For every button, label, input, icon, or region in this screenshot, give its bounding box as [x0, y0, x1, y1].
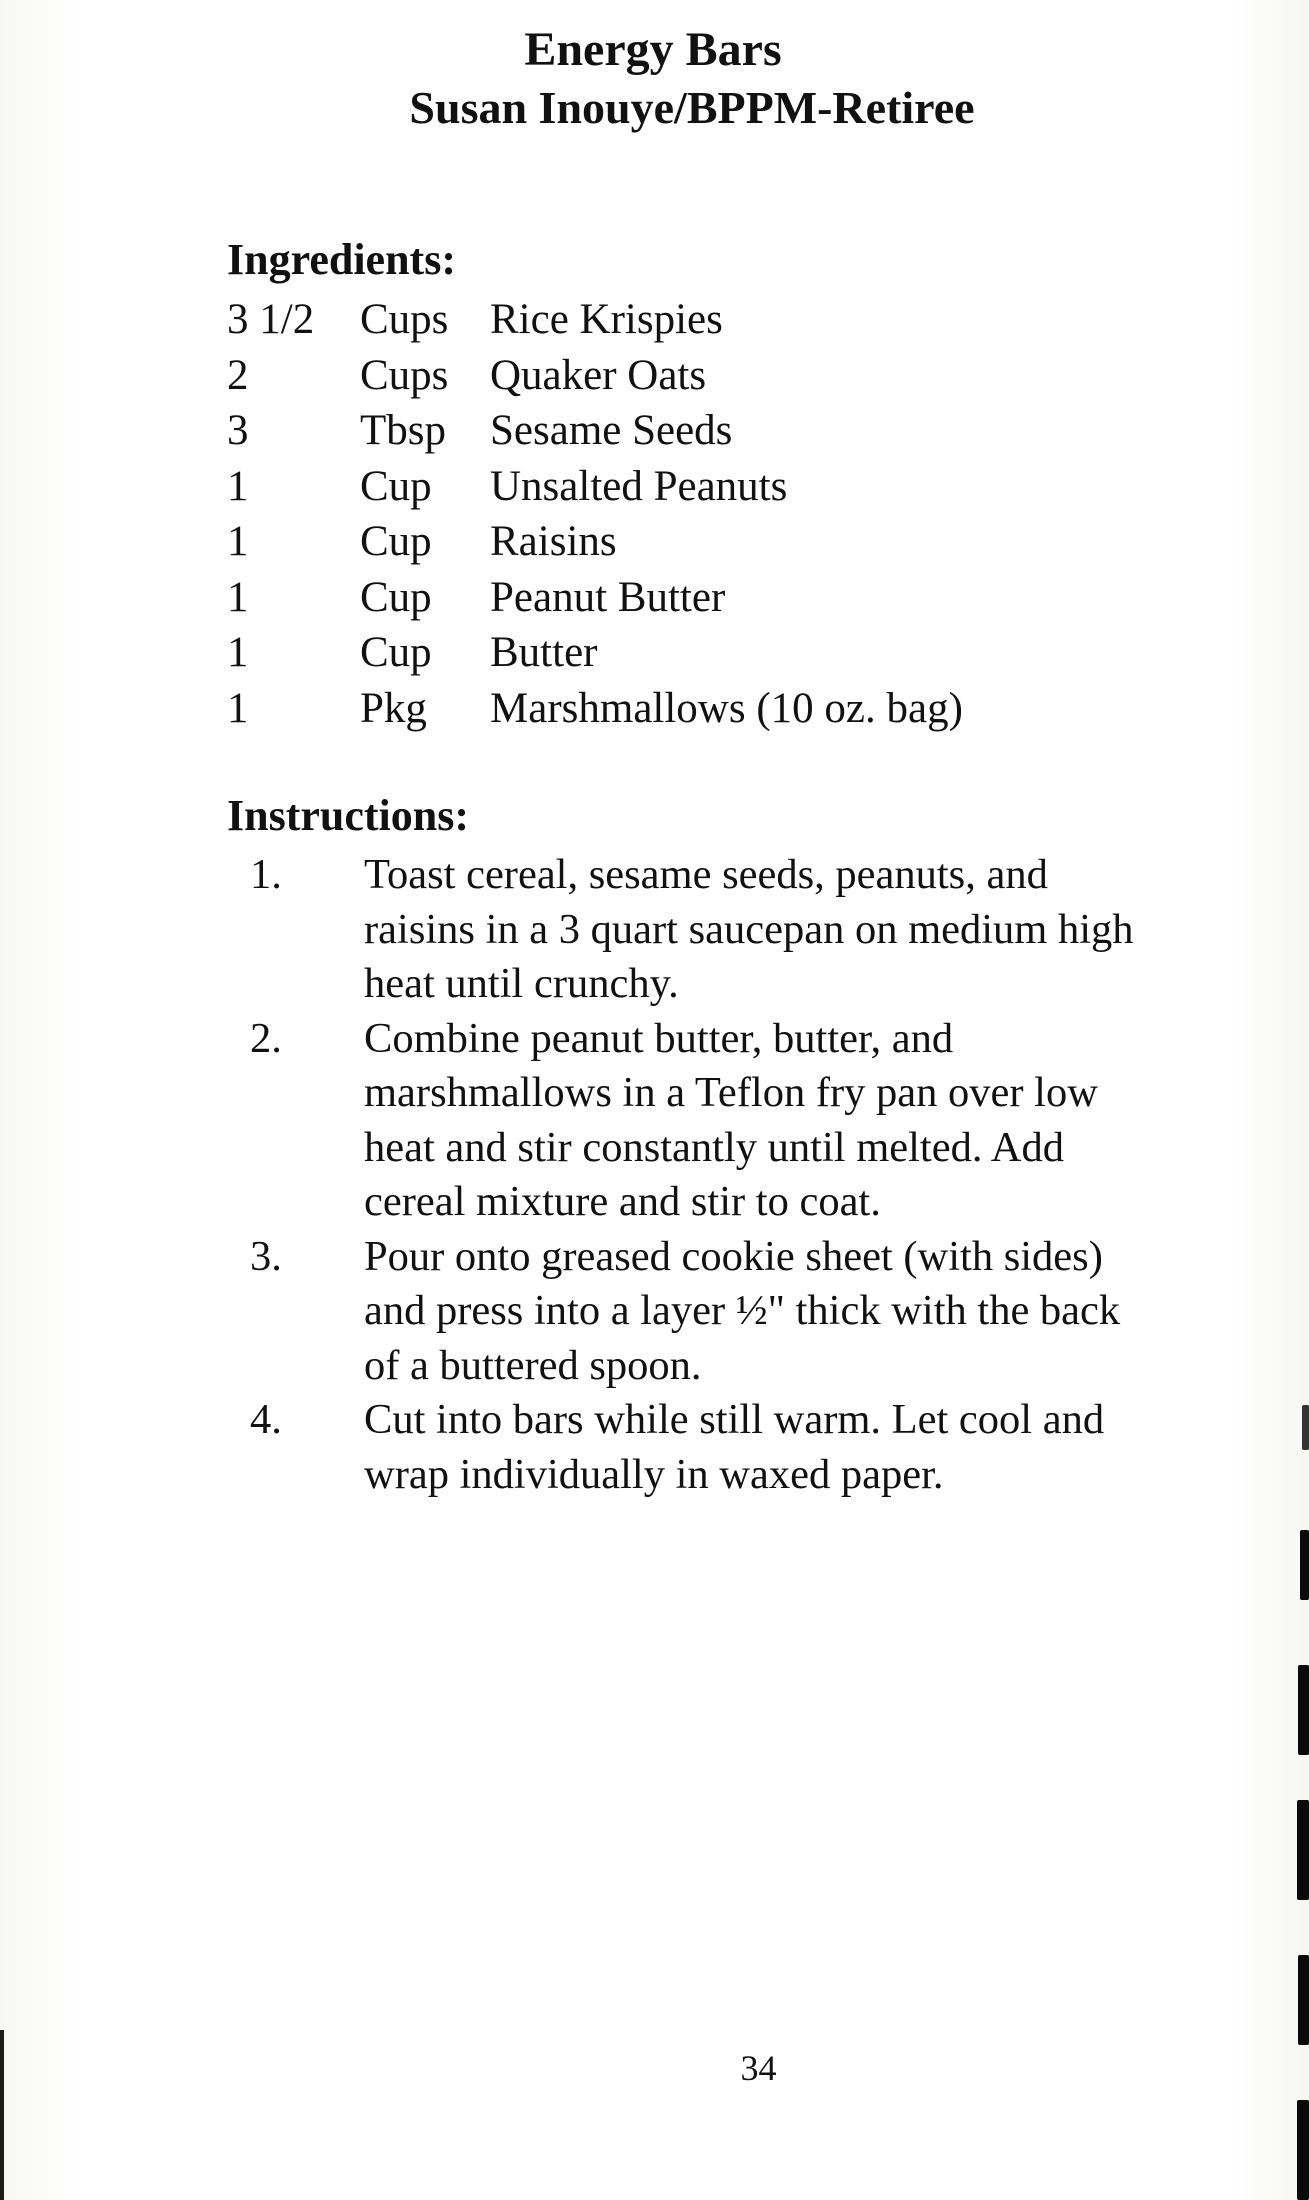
page-number: 34	[740, 2048, 777, 2088]
ingredient-unit: Cup	[360, 462, 432, 510]
ingredient-item: Rice Krispies	[490, 296, 723, 343]
ingredient-row	[227, 403, 1127, 459]
ingredient-row	[227, 459, 1127, 515]
binding-hole	[1297, 2100, 1309, 2200]
ingredient-item: Peanut Butter	[490, 573, 726, 621]
ingredient-qty: 1	[227, 462, 249, 510]
ingredient-row	[227, 514, 1127, 570]
instructions-heading: Instructions:	[227, 791, 470, 840]
ingredient-unit: Cup	[360, 629, 432, 676]
instruction-step	[227, 1393, 1167, 1502]
ingredient-item: Butter	[490, 629, 598, 676]
ingredient-item: Sesame Seeds	[490, 407, 733, 454]
ingredient-row	[227, 570, 1127, 626]
instruction-step	[227, 1012, 1167, 1230]
binding-hole	[1302, 1405, 1309, 1450]
ingredient-unit: Cups	[360, 296, 449, 343]
step-text: Toast cereal, sesame seeds, peanuts, and raisins in a 3 quart saucepan on medium high heat until crunchy.	[364, 851, 1134, 1007]
ingredient-qty: 3 1/2	[227, 296, 315, 343]
step-text: Pour onto greased cookie sheet (with sides) and press into a layer ½" thick with the back of a buttered spoon.	[364, 1232, 1121, 1389]
binding-hole	[1300, 1530, 1309, 1600]
ingredient-qty: 1	[227, 573, 249, 621]
step-number: 1.	[250, 851, 282, 898]
ingredient-unit: Cups	[360, 351, 449, 399]
instructions-list	[227, 848, 1167, 1502]
ingredient-item: Marshmallows (10 oz. bag)	[490, 684, 963, 732]
binding-hole	[1298, 1955, 1309, 2045]
ingredient-qty: 1	[227, 629, 249, 676]
binding-hole	[1297, 1800, 1309, 1900]
ingredient-qty: 1	[227, 518, 249, 565]
ingredient-row	[227, 348, 1127, 404]
ingredient-row	[227, 292, 1127, 348]
binding-hole	[1298, 1665, 1309, 1755]
instruction-step	[227, 848, 1167, 1012]
title-block	[0, 22, 1309, 138]
ingredient-unit: Tbsp	[360, 407, 446, 454]
ingredient-qty: 3	[227, 407, 249, 454]
step-text: Combine peanut butter, butter, and marshmallows in a Teflon fry pan over low heat and stir constantly until melted. Add cereal mixture and stir to coat.	[364, 1014, 1098, 1225]
ingredient-item: Unsalted Peanuts	[490, 462, 788, 510]
recipe-title: Energy Bars	[524, 23, 782, 76]
ingredient-qty: 2	[227, 351, 249, 399]
ingredient-item: Quaker Oats	[490, 351, 707, 399]
ingredients-heading: Ingredients:	[227, 235, 456, 284]
step-number: 2.	[250, 1014, 282, 1062]
ingredient-unit: Cup	[360, 518, 432, 565]
ingredients-list	[227, 292, 1127, 736]
step-number: 3.	[250, 1232, 282, 1280]
ingredient-item: Raisins	[490, 518, 617, 565]
step-number: 4.	[250, 1396, 282, 1443]
recipe-author: Susan Inouye/BPPM-Retiree	[409, 82, 975, 133]
ingredient-unit: Pkg	[360, 684, 427, 732]
instruction-step	[227, 1230, 1167, 1394]
ingredient-unit: Cup	[360, 573, 432, 621]
page-edge-shadow	[0, 2030, 4, 2200]
ingredient-qty: 1	[227, 684, 249, 732]
ingredient-row	[227, 625, 1127, 681]
ingredient-row	[227, 681, 1127, 737]
step-text: Cut into bars while still warm. Let cool and wrap individually in waxed paper.	[364, 1396, 1105, 1498]
